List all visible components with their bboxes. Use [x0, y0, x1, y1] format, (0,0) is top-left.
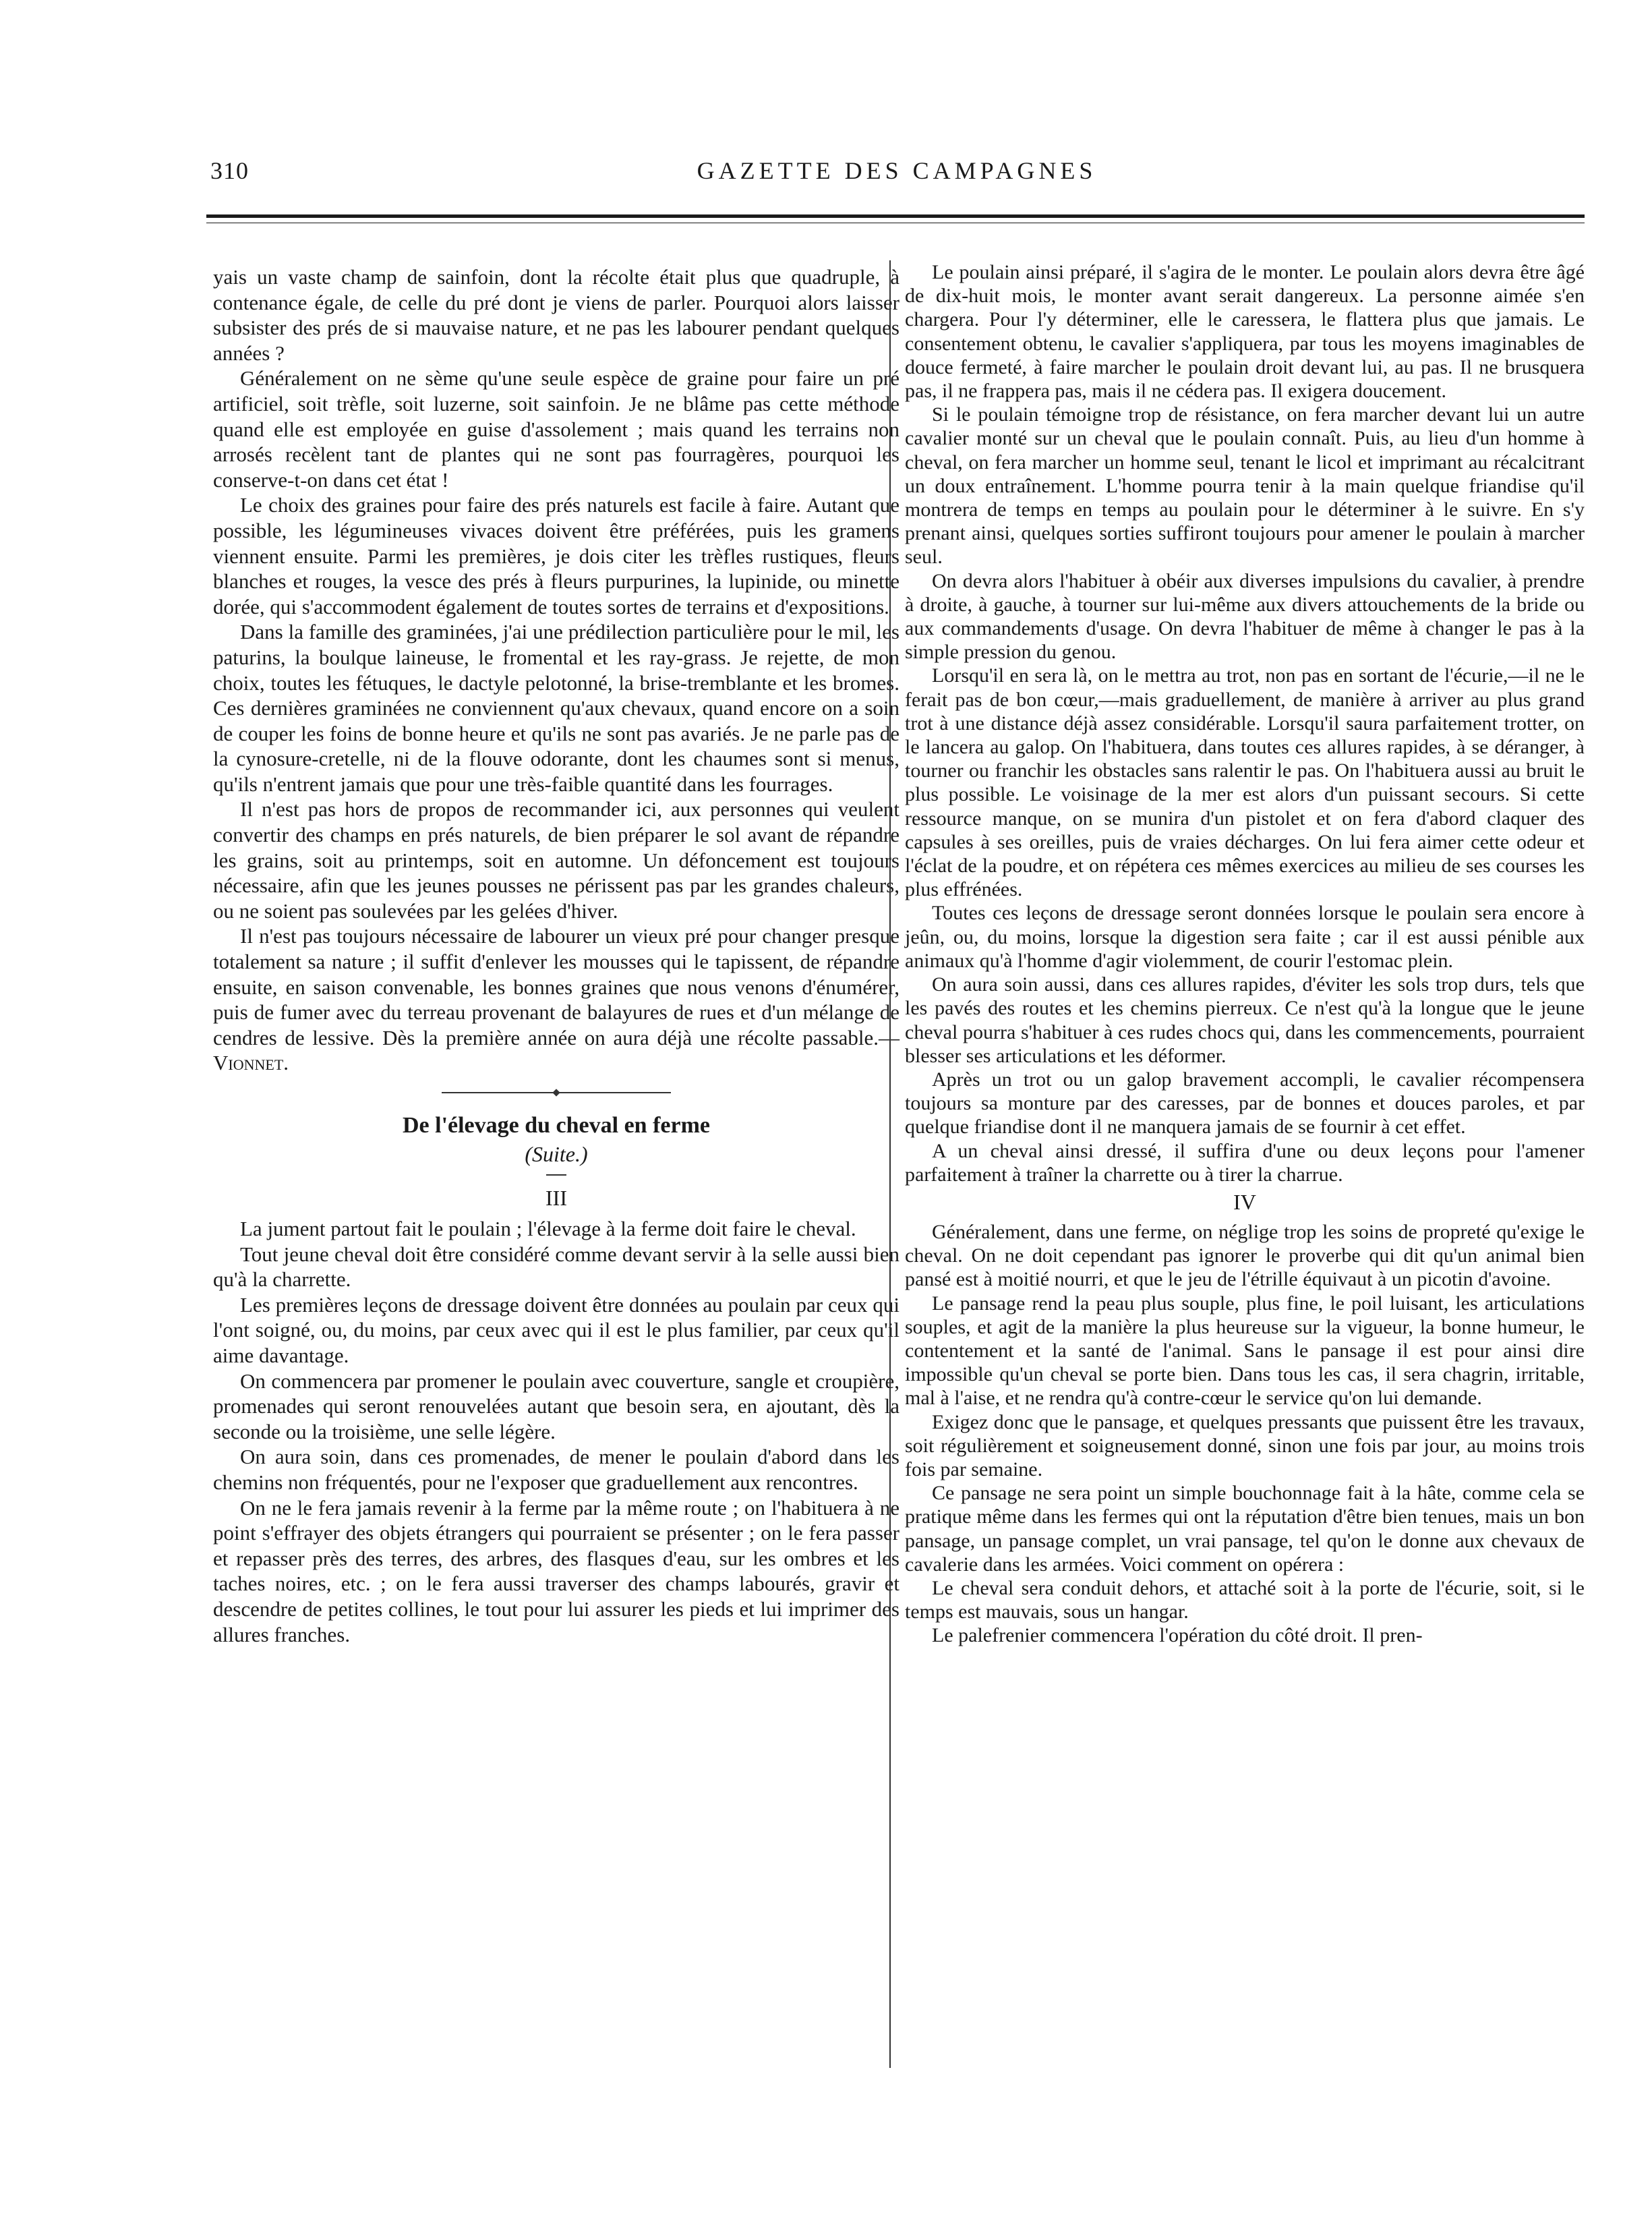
article-subtitle: (Suite.)	[525, 1142, 588, 1166]
header-rule	[206, 214, 1585, 218]
page-header	[210, 156, 1583, 188]
paragraph: Si le poulain témoigne trop de résistance, on fera marcher devant lui un autre cavalier monté sur un cheval que le poulain connaît. Puis, au lieu d'un homme à cheval, on fera marcher un homme seul, tenant le licol et imprimant au récalcitrant un doux entraînement. L'homme pourra tenir à la main quelque friandise qu'il montrera de temps en temps au poulain pour le déterminer à le suivre. En s'y prenant ainsi, quelques sorties suffiront toujours pour amener le poulain à marcher seul.	[905, 403, 1585, 569]
paragraph: La jument partout fait le poulain ; l'élevage à la ferme doit faire le cheval.	[240, 1217, 856, 1240]
paragraph: Dans la famille des graminées, j'ai une prédilection particulière pour le mil, les paturins, la boulque laineuse, le fromental et les ray-grass. Je rejette, de mon choix, toutes les fétuques, le dactyle pelotonné, la brise-tremblante et les bromes. Ces dernières graminées ne conviennent qu'aux chevaux, quand encore on a soin de couper les foins de bonne heure et qu'ils ne sont pas avariés. Je ne parle pas de la cynosure-cretelle, ni de la flouve odorante, dont les chaumes sont si menus, qu'ils n'entrent jamais que pour une très-faible quantité dans les fourrages.	[213, 620, 899, 796]
running-title: GAZETTE DES CAMPAGNES	[697, 157, 1097, 184]
paragraph: Le pansage rend la peau plus souple, plus fine, le poil luisant, les articulations souples, et agit de la manière la plus heureuse sur la vigueur, la bonne humeur, le contentement et la santé de l'animal. Sans le pansage il est pour ainsi dire impossible qu'un cheval se porte bien. Dans tous les cas, il sera chagrin, irritable, mal à l'aise, et ne rendra qu'à contre-cœur le service qu'on lui demande.	[905, 1292, 1585, 1410]
article-title: De l'élevage du cheval en ferme	[402, 1113, 711, 1138]
title-rule	[546, 1174, 566, 1176]
paragraph: Le palefrenier commencera l'opération du côté droit. Il pren-	[932, 1624, 1423, 1647]
paragraph: On devra alors l'habituer à obéir aux diverses impulsions du cavalier, à prendre à droite, à gauche, à tourner sur lui-même aux divers attouchements de la bride ou aux commandements d'usage. On devra l'habituer de même à changer le pas à la simple pression du genou.	[905, 569, 1585, 664]
paragraph: On aura soin, dans ces promenades, de mener le poulain d'abord dans les chemins non fréquentés, pour ne l'exposer que graduellement aux rencontres.	[213, 1445, 899, 1494]
section-numeral: IV	[1233, 1189, 1256, 1214]
paragraph: Toutes ces leçons de dressage seront données lorsque le poulain sera encore à jeûn, ou, du moins, lorsque la digestion sera faite ; car il est aussi pénible aux animaux qu'à l'homme d'agir violemment, de courir l'estomac plein.	[905, 902, 1585, 972]
paragraph: Il n'est pas hors de propos de recommander ici, aux personnes qui veulent convertir des champs en prés naturels, de bien préparer le sol avant de répandre les grains, soit au printemps, soit en automne. Un défoncement est toujours nécessaire, afin que les jeunes pousses ne périssent pas par les grandes chaleurs, ou ne soient pas soulevées par les gelées d'hiver.	[213, 797, 899, 923]
section-separator	[442, 1092, 671, 1093]
paragraph: Généralement on ne sème qu'une seule espèce de graine pour faire un pré artificiel, soit trèfle, soit luzerne, soit sainfoin. Je ne blâme pas cette méthode quand elle est employée en guise d'assolement ; mais quand les terrains non arrosés recèlent tant de plantes qui ne sont pas fourragères, pourquoi les conserve-t-on dans cet état !	[213, 366, 899, 492]
paragraph: Après un trot ou un galop bravement accompli, le cavalier récompensera toujours sa monture par des caresses, par de bonnes et douces paroles, et par quelque friandise dont il ne manquera jamais de se fournir à cet effet.	[905, 1068, 1585, 1139]
paragraph: Exigez donc que le pansage, et quelques pressants que puissent être les travaux, soit régulièrement et soigneusement donné, sinon une fois par jour, au moins trois fois par semaine.	[905, 1410, 1585, 1480]
right-column	[905, 260, 1585, 1648]
paragraph: Le choix des graines pour faire des prés naturels est facile à faire. Autant que possible, les légumineuses vivaces doivent être préférées, puis les gramens viennent ensuite. Parmi les premières, je dois citer les trèfles rustiques, fleurs blanches et rouges, la vesce des prés à fleurs purpurines, la lupinide, ou minette dorée, qui s'accommodent également de toutes sortes de terrains et d'expositions.	[213, 493, 899, 618]
author-signature: —Vionnet.	[213, 1025, 899, 1075]
paragraph: Le poulain ainsi préparé, il s'agira de le monter. Le poulain alors devra être âgé de dix-huit mois, le monter avant serait dangereux. La personne aimée s'en chargera. Pour l'y déterminer, elle le caressera, le flattera plus que jamais. Le consentement obtenu, le cavalier s'appliquera, par tous les moyens imaginables de douce fermeté, à faire marcher le poulain droit devant lui, au pas. Il ne brusquera pas, il ne frappera pas, mais il ne cédera pas. Il exigera doucement.	[905, 261, 1585, 403]
left-column	[213, 264, 899, 1647]
paragraph: Les premières leçons de dressage doivent être données au poulain par ceux qui l'ont soigné, ou, du moins, par ceux avec qui il est le plus familier, par ceux qu'il aime davantage.	[213, 1292, 899, 1367]
paragraph: Le cheval sera conduit dehors, et attaché soit à la porte de l'écurie, soit, si le temps est mauvais, sous un hangar.	[905, 1576, 1585, 1623]
paragraph: On aura soin aussi, dans ces allures rapides, d'éviter les sols trop durs, tels que les pavés des routes et les chemins pierreux. Ce n'est qu'à la longue que le jeune cheval pourra s'habituer à ces rudes chocs qui, dans les commencements, pourraient blesser ses articulations et les déformer.	[905, 973, 1585, 1067]
page-number: 310	[210, 157, 249, 184]
section-numeral: III	[545, 1186, 567, 1210]
paragraph: Ce pansage ne sera point un simple bouchonnage fait à la hâte, comme cela se pratique même dans les fermes qui ont la réputation d'être bien tenues, mais un bon pansage, un pansage complet, un vrai pansage, tel qu'on le donne aux chevaux de cavalerie dans les armées. Voici comment on opérera :	[905, 1482, 1585, 1576]
paragraph: On ne le fera jamais revenir à la ferme par la même route ; on l'habituera à ne point s'effrayer des objets étrangers qui pourraient se présenter ; on le fera passer et repasser près des terres, des arbres, des flasques d'eau, sur les ombres et les taches noires, etc. ; on le fera aussi traverser des champs labourés, gravir et descendre de petites collines, le tout pour lui assurer les pieds et lui imprimer des allures franches.	[213, 1495, 899, 1646]
column-divider	[889, 260, 891, 2068]
paragraph: Il n'est pas toujours nécessaire de labourer un vieux pré pour changer presque totalement sa nature ; il suffit d'enlever les mousses qui le tapissent, de répandre ensuite, en saison convenable, les bonnes graines que nous venons d'énumérer, puis de fumer avec du terreau provenant de balayures de rues et d'un mélange de cendres de lessive. Dès la première année on aura déjà une récolte passable.	[213, 924, 899, 1049]
paragraph: On commencera par promener le poulain avec couverture, sangle et croupière, promenades qui seront renouvelées autant que besoin sera, en ajoutant, dès la seconde ou la troisième, une selle légère.	[213, 1369, 899, 1443]
paragraph-with-signature	[213, 923, 899, 1076]
paragraph: yais un vaste champ de sainfoin, dont la récolte était plus que quadruple, à contenance égale, de celle du pré dont je viens de parler. Pourquoi alors laisser subsister des prés de si mauvaise nature, et ne pas les labourer pendant quelques années ?	[213, 265, 899, 365]
paragraph: Tout jeune cheval doit être considéré comme devant servir à la selle aussi bien qu'à la charrette.	[213, 1242, 899, 1292]
paragraph: Généralement, dans une ferme, on néglige trop les soins de propreté qu'exige le cheval. On ne doit cependant pas ignorer le proverbe qui dit qu'un animal bien pansé est à moitié nourri, et que le jeu de l'étrille équivaut à un picotin d'avoine.	[905, 1220, 1585, 1291]
paragraph: Lorsqu'il en sera là, on le mettra au trot, non pas en sortant de l'écurie,—il ne le ferait pas de bon cœur,—mais graduellement, de manière à arriver au plus grand trot à une distance déjà assez considérable. Lorsqu'il saura parfaitement trotter, on le lancera au galop. On l'habituera, dans toutes ces allures rapides, à se déranger, à tourner ou franchir les obstacles sans ralentir le pas. On l'habituera aussi au bruit le plus possible. Le voisinage de la mer est alors d'un puissant secours. Si cette ressource manque, on se munira d'un pistolet et on fera d'abord claquer des capsules à ses oreilles, puis de vraies décharges. On lui fera aimer cette odeur et l'éclat de la poudre, et on répétera ces mêmes exercices au milieu de ses courses les plus effrénées.	[905, 664, 1585, 901]
paragraph: A un cheval ainsi dressé, il suffira d'une ou deux leçons pour l'amener parfaitement à traîner la charrette ou à tirer la charrue.	[905, 1139, 1585, 1186]
